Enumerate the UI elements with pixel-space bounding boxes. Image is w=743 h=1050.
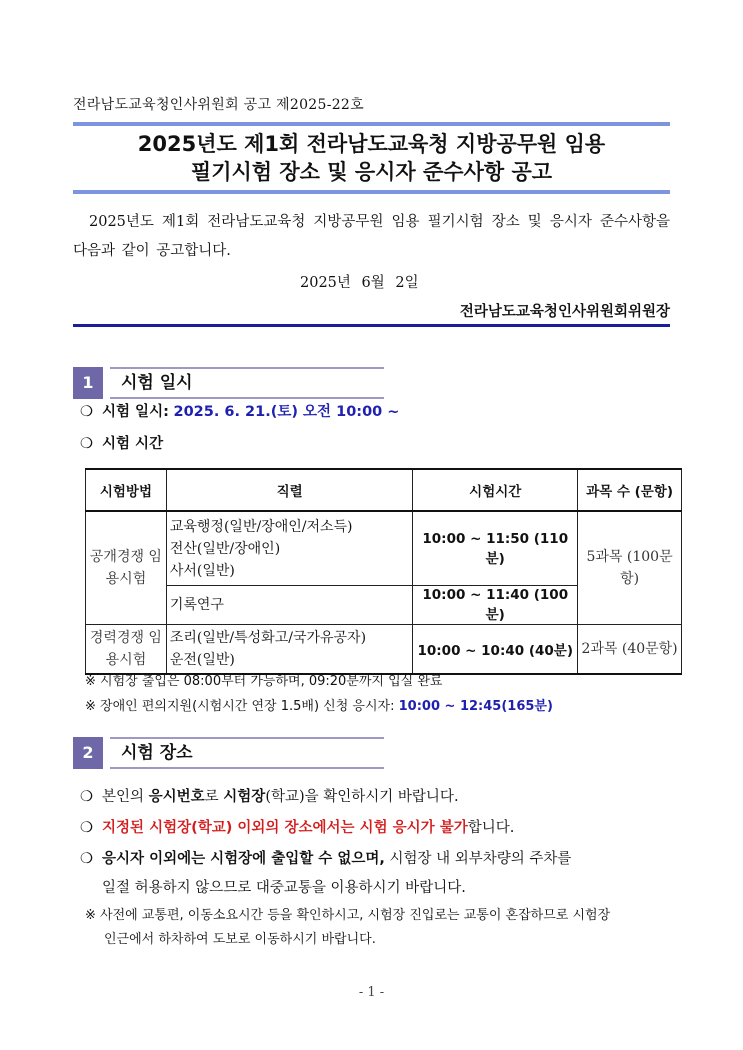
- datetime-value: 2025. 6. 21.(토) 오전 10:00 ~: [173, 404, 400, 420]
- exam-method-cell: 경력경쟁 임용시험: [86, 625, 167, 675]
- bullet-icon: ❍: [80, 404, 93, 420]
- table-row: [86, 625, 682, 675]
- intro-paragraph: 2025년도 제1회 전라남도교육청 지방공무원 임용 필기시험 장소 및 응시자 준수사항을 다음과 같이 공고합니다.: [73, 214, 670, 259]
- section-number: 2: [73, 737, 103, 769]
- table-header: 시험방법: [86, 469, 167, 511]
- table-header: 직렬: [166, 469, 413, 511]
- duration-label: 시험 시간: [102, 436, 164, 452]
- notice-date: 2025년 6월 2일: [300, 275, 419, 291]
- accommodation-time: 10:00 ~ 12:45(165분): [398, 699, 553, 714]
- document-title: [73, 130, 670, 186]
- exam-method-cell: 공개경쟁 임용시험: [86, 511, 167, 625]
- series-cell: 조리(일반/특성화고/국가유공자) 운전(일반): [166, 625, 413, 675]
- title-line-2: 필기시험 장소 및 응시자 준수사항 공고: [190, 160, 553, 184]
- title-rule-bottom: [73, 190, 670, 194]
- table-header: 과목 수 (문항): [578, 469, 682, 511]
- signature-rule: [73, 324, 670, 327]
- section-1-heading: [73, 367, 384, 401]
- issuer-signature: 전라남도교육청인사위원회위원장: [459, 304, 670, 320]
- section-number: 1: [73, 367, 103, 399]
- accommodation-note: ※ 장애인 편의지원(시험시간 연장 1.5배) 신청 응시자: 10:00 ~ 12:45(165분): [85, 699, 553, 714]
- transport-note-line-2: 인근에서 하차하여 도보로 이동하시기 바랍니다.: [104, 932, 376, 947]
- exam-time-cell: 10:00 ~ 11:50 (110분): [413, 511, 578, 586]
- exam-datetime-item: [80, 401, 399, 423]
- section-title: 시험 일시: [121, 373, 193, 393]
- table-row: [86, 511, 682, 586]
- title-rule-top: [73, 122, 670, 126]
- bullet-icon: ❍: [80, 820, 93, 836]
- section-title: 시험 장소: [121, 743, 193, 763]
- exam-time-cell: 10:00 ~ 10:40 (40분): [413, 625, 578, 675]
- subjects-cell: 2과목 (40문항): [578, 625, 682, 675]
- bullet-icon: ❍: [80, 436, 93, 452]
- series-cell: 교육행정(일반/장애인/저소득) 전산(일반/장애인) 사서(일반): [166, 511, 413, 586]
- transport-note-line-1: ※ 사전에 교통편, 이동소요시간 등을 확인하시고, 시험장 진입로는 교통이 혼잡하므로 시험장: [85, 908, 611, 923]
- venue-item-2: ❍ 지정된 시험장(학교) 이외의 장소에서는 시험 응시가 불가합니다.: [80, 817, 514, 839]
- exam-time-cell: 10:00 ~ 11:40 (100분): [413, 586, 578, 625]
- table-header: 시험시간: [413, 469, 578, 511]
- venue-item-3: ❍ 응시자 이외에는 시험장에 출입할 수 없으며, 시험장 내 외부차량의 주차를: [80, 848, 571, 870]
- series-cell: 기록연구: [166, 586, 413, 625]
- title-line-1: 2025년도 제1회 전라남도교육청 지방공무원 임용: [137, 132, 606, 156]
- bullet-icon: ❍: [80, 789, 93, 805]
- venue-item-3-continued: 일절 허용하지 않으므로 대중교통을 이용하시기 바랍니다.: [102, 880, 466, 896]
- bullet-icon: ❍: [80, 851, 93, 867]
- notice-number: 전라남도교육청인사위원회 공고 제2025-22호: [73, 97, 364, 113]
- exam-duration-item: [80, 433, 163, 455]
- venue-item-1: ❍ 본인의 응시번호로 시험장(학교)을 확인하시기 바랍니다.: [80, 786, 459, 808]
- exam-schedule-table: [85, 468, 682, 675]
- datetime-label: 시험 일시:: [102, 404, 169, 420]
- subjects-cell: 5과목 (100문항): [578, 511, 682, 625]
- section-2-heading: [73, 737, 384, 771]
- table-header-row: [86, 469, 682, 511]
- page-number: - 1 -: [358, 985, 385, 1000]
- entry-time-note: ※ 시험장 출입은 08:00부터 가능하며, 09:20분까지 입실 완료: [85, 674, 443, 689]
